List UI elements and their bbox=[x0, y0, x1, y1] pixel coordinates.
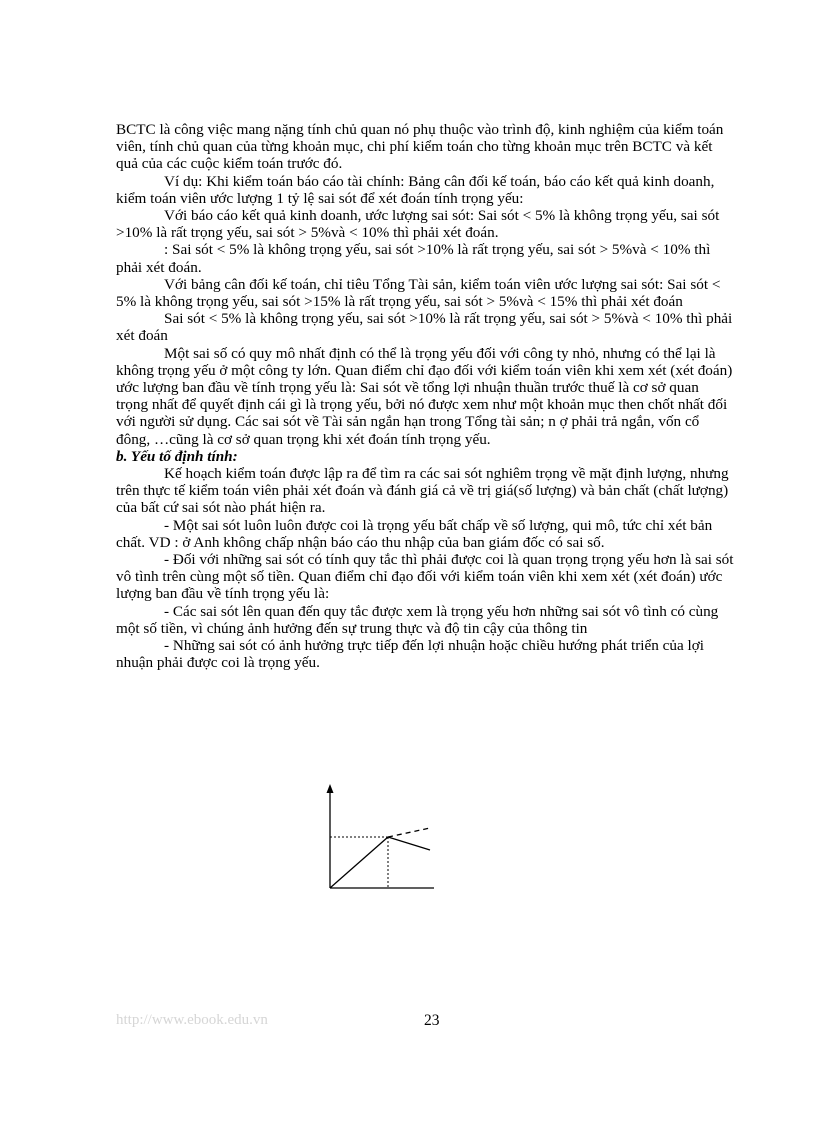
paragraph-bullet-profit: - Những sai sót có ảnh hưởng trực tiếp đến lợi nhuận hoặc chiều hướng phát triển của lợi nhuận phải được coi là trọng yếu. bbox=[116, 637, 704, 672]
paragraph-bullet-rule-related: - Các sai sót lên quan đến quy tắc được xem là trọng yếu hơn những sai sót vô tình có cùng một số tiền, vì chúng ảnh hưởng đến sự trung thực và độ tin cậy của thông tin bbox=[116, 602, 719, 637]
paragraph-income-statement-alt: : Sai sót < 5% là không trọng yếu, sai sót >10% là rất trọng yếu, sai sót > 5%và < 10% thì phải xét đoán. bbox=[116, 241, 711, 276]
paragraph-bctc-intro: BCTC là công việc mang nặng tính chủ quan nó phụ thuộc vào trình độ, kinh nghiệm của kiểm toán viên, tính chủ quan của từng khoản mục, chi phí kiểm toán cho từng khoản mục trên BCTC và kết quả của các cuộc kiểm toán trước đó. bbox=[116, 121, 724, 173]
paragraph-audit-plan: Kế hoạch kiểm toán được lập ra để tìm ra các sai sót nghiêm trọng về mặt định lượng, nhưng trên thực tế kiểm toán viên phải xét đoán và đánh giá cả về trị giá(số lượng) và bản chất (chất lượng) của bất cứ sai sót nào phát hiện ra. bbox=[116, 465, 729, 517]
body-text bbox=[116, 121, 734, 672]
paragraph-example: Ví dụ: Khi kiểm toán báo cáo tài chính: Bảng cân đối kế toán, báo cáo kết quả kinh doanh, kiểm toán viên ước lượng 1 tỷ lệ sai sót để xét đoán tính trọng yếu: bbox=[116, 172, 715, 207]
paragraph-balance-sheet: Với bảng cân đối kế toán, chỉ tiêu Tổng Tài sản, kiểm toán viên ước lượng sai sót: Sai sót < 5% là không trọng yếu, sai sót >15% là rất trọng yếu, sai sót > 5%và < 15% thì phải xét đoán bbox=[116, 275, 721, 311]
paragraph-bullet-always-material: - Một sai sót luôn luôn được coi là trọng yếu bất chấp về số lượng, qui mô, tức chỉ xét bản chất. VD : ở Anh không chấp nhận báo cáo thu nhập của ban giám đốc có sai số. bbox=[116, 516, 713, 551]
paragraph-income-statement: Với báo cáo kết quả kinh doanh, ước lượng sai sót: Sai sót < 5% là không trọng yếu, sai sót >10% là rất trọng yếu, sai sót > 5%và < 10% thì phải xét đoán. bbox=[116, 207, 720, 242]
declining-line bbox=[388, 837, 430, 850]
rising-line bbox=[330, 837, 388, 888]
paragraph-scale: Một sai số có quy mô nhất định có thể là trọng yếu đối với công ty nhỏ, nhưng có thể lại là không trọng yếu ở một công ty lớn. Quan điểm chỉ đạo đối với kiểm toán viên khi xem xét (xét đoán) ước lượng ban đầu về tính trọng yếu là: Sai sót về tổng lợi nhuận thuần trước thuế là cơ sở quan trọng nhất để quyết định cái gì là trọng yếu, bởi nó được xem như một khoản mục then chốt nhất đối với người sử dụng. Các sai sót về Tài sản ngắn hạn trong Tổng tài sản; n ợ phải trả ngắn, vốn cổ đông, …cũng là cơ sở quan trọng khi xét đoán tính trọng yếu. bbox=[116, 344, 733, 448]
page-number: 23 bbox=[424, 1012, 440, 1029]
projected-dashed-line bbox=[388, 828, 430, 837]
footer-url: http://www.ebook.edu.vn bbox=[116, 1012, 268, 1028]
paragraph-balance-sheet-alt: Sai sót < 5% là không trọng yếu, sai sót >10% là rất trọng yếu, sai sót > 5%và < 10% thì phải xét đoán bbox=[116, 310, 733, 345]
materiality-diagram bbox=[318, 782, 438, 892]
section-heading-qualitative: b. Yếu tố định tính: bbox=[116, 447, 238, 465]
y-axis-arrow-icon bbox=[327, 784, 334, 793]
paragraph-bullet-rule-errors: - Đối với những sai sót có tính quy tắc thì phải được coi là quan trọng trọng yếu hơn là sai sót vô tình trên cùng một số tiền. Quan điểm chỉ đạo đối với kiểm toán viên khi xem xét (xét đoán) ước lượng ban đầu về tính trọng yếu là: bbox=[116, 551, 734, 603]
